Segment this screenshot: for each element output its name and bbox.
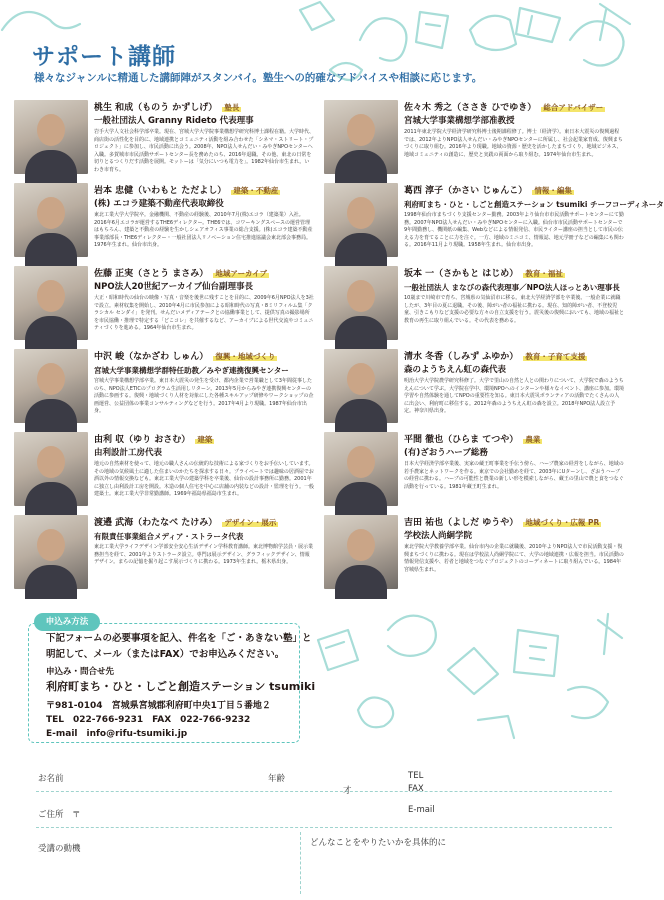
lecturer-photo — [324, 349, 398, 423]
lecturer-org: 利府町まち・ひと・しごと創造ステーション tsumiki チーフコーディネータ — [404, 200, 664, 209]
lecturer-name: 坂本 一（さかもと はじめ） — [404, 269, 519, 279]
lecturer-tag: 復興・地域づくり — [215, 352, 276, 361]
lecturer-photo — [14, 100, 88, 174]
lecturer-photo — [14, 266, 88, 340]
lecturer-card — [324, 183, 664, 259]
form-label-age-unit: 才 — [343, 786, 352, 796]
page-title: サポート講師 — [32, 44, 176, 70]
contact-organization: 利府町まち・ひと・しごと創造ステーション tsumiki — [46, 680, 316, 693]
form-label-age: 年齢 — [268, 774, 286, 784]
decorative-illustration-bottom — [298, 600, 638, 750]
lecturer-bio: 宮城大学事業構想学部卒業。東日本大震災の発生を受け、都内企業で営業職として3年間従事したのち、NPO法人ETICのプログラム生活用しリターン。2013年5月からみやぎ連携復興センターの活動に参画する。復興・地域づくり人材を対象にした各種スキルアップ研修やワークショップの企画運営、公益団体の事業コンサルティングなどを行う。2017年4月より現職。1987年仙台市出身。 — [94, 378, 314, 415]
lecturer-org: 由利設計工房代表 — [94, 448, 163, 458]
form-label-email: E-mail — [408, 805, 435, 815]
lecturer-bio: 東北工業大学大学院卒。金融機関、不動産の経験後、2010年7月(株)エコラ（建築業）入社。2016年6月エコラが運営するTHE6ディレクター。THE6では、コワーキングスペースの運営管理はもちろん、建築と不動産の経験を生かしシェアオフィス事業の総合支援。(株)エコラ建築不動産事業部部長・THE6ディレクター・一般社団法人リノベーション住宅推進協議会東北部会事務局。1976年生まれ。仙台市出身。 — [94, 212, 313, 249]
lecturer-tag: 情報・編集 — [534, 186, 572, 195]
lecturer-name: 平間 徹也（ひらま てつや） — [404, 435, 519, 445]
lecturer-photo — [324, 183, 398, 257]
lecturer-org: 一般社団法人 Granny Rideto 代表理事 — [94, 116, 254, 126]
form-row-name — [36, 760, 612, 792]
lecturer-photo — [324, 100, 398, 174]
lecturer-card — [324, 266, 624, 342]
lecturer-tag: 農業 — [525, 435, 541, 444]
lecturer-card — [14, 432, 314, 508]
lecturer-bio: 東北学院大学教養学部卒業。仙台市内の企業に就職後、2010年よりNPO法人で市民活動支援・復興まちづくりに携わる。現在は学校法人尚絅学院にて、大学の地域連携・広報を担当。市民活動の情報発信支援や、若者と地域をつなぐプロジェクトのコーディネートに取り組んでいる。1984年宮城県生まれ。 — [404, 544, 624, 573]
lecturer-bio: 明治大学大学院農学研究科修了。大学で里山の自然と人との関わりについて、大学院で森のようちえんについて学ぶ。大学院在学中、環境NPOへのインターンや様々なイベント、講座に参加。環境学習や自然体験を通してNPOの重要性を知る。東日本大震災ボランティアの活動でたくさんの人に出会い、利府町に移住する。2012年森のようちえん虹の森を設立。2018年NPO法人設立予定。神奈川県出身。 — [404, 378, 624, 415]
lecturer-photo — [14, 349, 88, 423]
lecturer-name: 佐藤 正実（さとう まさみ） — [94, 269, 209, 279]
instruction-line: 明記して、メール（またはFAX）でお申込みください。 — [46, 649, 285, 660]
lecturer-bio: 地元の自然素材を使って、地元の職人さんの伝統的な技術による家づくりをお手伝いしています。その地域の気候風土に適した住まいのかたちを探求する日々。プライベートでは趣味の居酒屋でお酒以外の情報交換なども。東北工業大学の建築学科を卒業後、仙台の設計事務所に勤務。2001年に独立し由利設計工房を開設。木造の個人住宅を中心に店舗の内装などの設計・監理を行う。一般建築士。東北工業大学非常勤講師。1969年福島県福島市生まれ。 — [94, 461, 315, 498]
lecturer-org: 有限責任事業組合メディア・ストラータ代表 — [94, 532, 244, 541]
lecturer-tag: 地域アーカイブ — [215, 269, 268, 278]
lecturer-name: 岩本 忠健（いわもと ただよし） — [94, 186, 227, 196]
lecturer-name: 清水 冬香（しみず ふゆか） — [404, 352, 519, 362]
lecturer-card — [14, 515, 314, 591]
lecturer-bio: 東北工業大学ライフデザイン学部安全安心生活デザイン学科教育講師。東北博物館学芸員・展示業務担当を経て、2001年よりストラータ設立。専門は展示デザイン、グラフィックデザイン、情報デザイン。まちの記憶を掘り起こす展示づくりに携わる。1973年生まれ。栃木県出身。 — [94, 544, 314, 566]
lecturer-org: 宮城大学事業構想学群特任助教／みやぎ連携復興センター — [94, 366, 289, 375]
lecturer-org: (株) エコラ建築不動産代表取締役 — [94, 199, 224, 209]
lecturer-card — [324, 100, 624, 176]
lecturer-card — [324, 432, 624, 508]
lecturer-card — [14, 349, 314, 425]
lecturer-tag: 教育・福祉 — [525, 269, 563, 278]
lecturer-tag: 建築 — [197, 435, 213, 444]
lecturer-tag: 総合アドバイザー — [543, 103, 604, 112]
lecturer-tag: 建築・不動産 — [233, 186, 279, 195]
lecturer-card — [324, 515, 624, 591]
form-label-address: ご住所 〒 — [38, 810, 81, 820]
application-method-label: 申込み方法 — [34, 613, 100, 631]
form-label-fax: FAX — [408, 784, 424, 794]
lecturer-name: 桃生 和成（ものう かずしげ） — [94, 103, 218, 113]
lecturer-org: NPO法人20世紀アーカイブ仙台副理事長 — [94, 282, 253, 292]
form-divider — [300, 832, 301, 894]
contact-label: 申込み・問合せ先 — [46, 667, 115, 677]
lecturer-bio: 日本大学経済学部卒業後、実家の蔵王町事業を手伝う傍ら、ハーブ農家の経営をしながら、地域の若手農家とネットワークを作る。東京での会社勤めを経て、2003年にUターンし、ざおうハーブの経営に携わる。ハーブの可能性と農業の新しい形を模索しながら、蔵王の里山で農と食をつなぐ活動を行っている。1981年蔵王町生まれ。 — [404, 461, 624, 490]
lecturer-org: (有)ざおうハーブ総務 — [404, 448, 488, 458]
lecturer-card — [14, 183, 314, 259]
lecturer-photo — [324, 432, 398, 506]
lecturer-tag: 塾長 — [224, 103, 240, 112]
form-label-name: お名前 — [38, 774, 64, 784]
lecturer-photo — [14, 432, 88, 506]
lecturer-name: 中沢 峻（なかざわ しゅん） — [94, 352, 209, 362]
lecturer-org: 学校法人尚絅学院 — [404, 531, 473, 541]
lecturer-name: 由利 収（ゆり おさむ） — [94, 435, 191, 445]
lecturer-photo — [14, 183, 88, 257]
form-label-motive: 受講の動機 — [38, 844, 81, 854]
lecturer-tag: 地域づくり・広報 PR — [525, 518, 600, 527]
lecturer-bio: 1998年仙台市まちづくり支援センター勤務。2003年より仙台市市民活動サポートセンターにて勤務。2007年NPO法人せんだい・みやぎNPOセンターに入職。仙台市市民活動サポートセンターで9年間勤務し、機関紙の編集、Webなどによる情報発信、市民ライター講座の担当として市民の伝える力を育てることに力を注ぐ。一方、地域のミニコミ、情報誌、地元学冊子などの編集にも関わる。2016年11月より現職。1958年生まれ。仙台市出身。 — [404, 212, 624, 249]
lecturer-bio: 大正・昭和時代の仙台の映像・写真・音楽を後世に残すことを目的に、2009年6月NPO法人を3社で設立。素材収集を開始し、2010年4月に市民参加による昭和時代の写真・8ミリフィルム集「クラシカル センダイ」を発刊。せんだいメディアテークとの協働事業として、提供写真の撮影場所を市民協働・推理で特定する「どこコレ」を共催するなど、アーカイブによる世代交流やコミュニティづくりを進める。1964年仙台市生まれ。 — [94, 295, 314, 332]
contact-phone-fax: TEL 022-766-9231 FAX 022-766-9232 — [46, 715, 251, 725]
application-instructions — [46, 631, 312, 663]
lecturer-bio: 10歳まで川崎市で育ち、宮城県の気仙沼市に移る。東北大学経済学部を卒業後、一般企業に就職したが、3年目の夏に退職。その後、障がい者の福祉に携わる。現在、知的障がい者、不登校児童、引きこもりなど支援の必要な方々の自立支援を行う。震災後の復興においても、地域の福祉と教育の再生に取り組んでいる。その代表を務める。 — [404, 295, 625, 324]
lecturer-name: 佐々木 秀之（ささき ひでゆき） — [404, 103, 537, 113]
lecturer-bio: 2011年東北学院大学経済学研究科博士後期課程修了。博士（経済学）。東日本大震災の復興過程では、2012年よりNPO法人せんだい・みやぎNPOセンターに所属し、社会起業家育成、復興まちづくりに取り組む。2016年より現職。地域の資源・歴史を活かしたまちづくり、地域ビジネス、地域コミュニティの創造に、歴史と実践の両面から取り組む。1974年仙台市生まれ。 — [404, 129, 623, 158]
lecturer-org: 一般社団法人 まなびの森代表理事／NPO法人ほっとあい理事長 — [404, 283, 620, 292]
form-label-tel: TEL — [408, 771, 424, 781]
lecturer-tag: デザイン・展示 — [224, 518, 277, 527]
lecturer-photo — [14, 515, 88, 589]
page-subtitle: 様々なジャンルに精通した講師陣がスタンバイ。塾生への的確なアドバイスや相談に応じます。 — [34, 72, 483, 84]
lecturer-photo — [324, 266, 398, 340]
lecturer-photo — [324, 515, 398, 589]
lecturer-name: 葛西 淳子（かさい じゅんこ） — [404, 186, 528, 196]
contact-email[interactable]: E-mail info@rifu-tsumiki.jp — [46, 729, 188, 739]
lecturer-card — [324, 349, 624, 425]
lecturer-name: 渡邉 武海（わたなべ たけみ） — [94, 518, 218, 528]
lecturer-bio: 岩手大学人文社会科学部卒業。現在、宮城大学大学院事業構想学研究科博士課程在籍。大学時代、商店街の活性化を目的に、地域連携とコミュニティ活動を組み合わせた「シネマ・ストリート・プロジェクト」に参加し、市民活動に出会う。2008年、NPO法人せんだい・みやぎNPOセンターへ入職。多賀城市市民活動サポートセンター長を務めたのち、2016年退職。その他、東北の日常を切りとるつくりだす活動を展開。モットーは「気分にいつも電力を」。1982年仙台市生まれ。いわき市育ち。 — [94, 129, 315, 173]
contact-address: 〒981-0104 宮城県宮城郡利府町中央1丁目５番地２ — [46, 701, 271, 711]
form-label-plan: どんなことをやりたいかを具体的に — [310, 838, 447, 848]
lecturer-org: 宮城大学事業構想学部准教授 — [404, 116, 515, 126]
lecturer-org: 森のようちえん虹の森代表 — [404, 365, 507, 375]
lecturer-name: 吉田 祐也（よしだ ゆうや） — [404, 518, 519, 528]
form-row-address — [36, 796, 612, 828]
lecturer-card — [14, 266, 314, 342]
instruction-line: 下記フォームの必要事項を記入、件名を「ご・あきない塾」と — [46, 633, 312, 644]
lecturer-tag: 教育・子育て支援 — [525, 352, 586, 361]
lecturer-card — [14, 100, 314, 176]
